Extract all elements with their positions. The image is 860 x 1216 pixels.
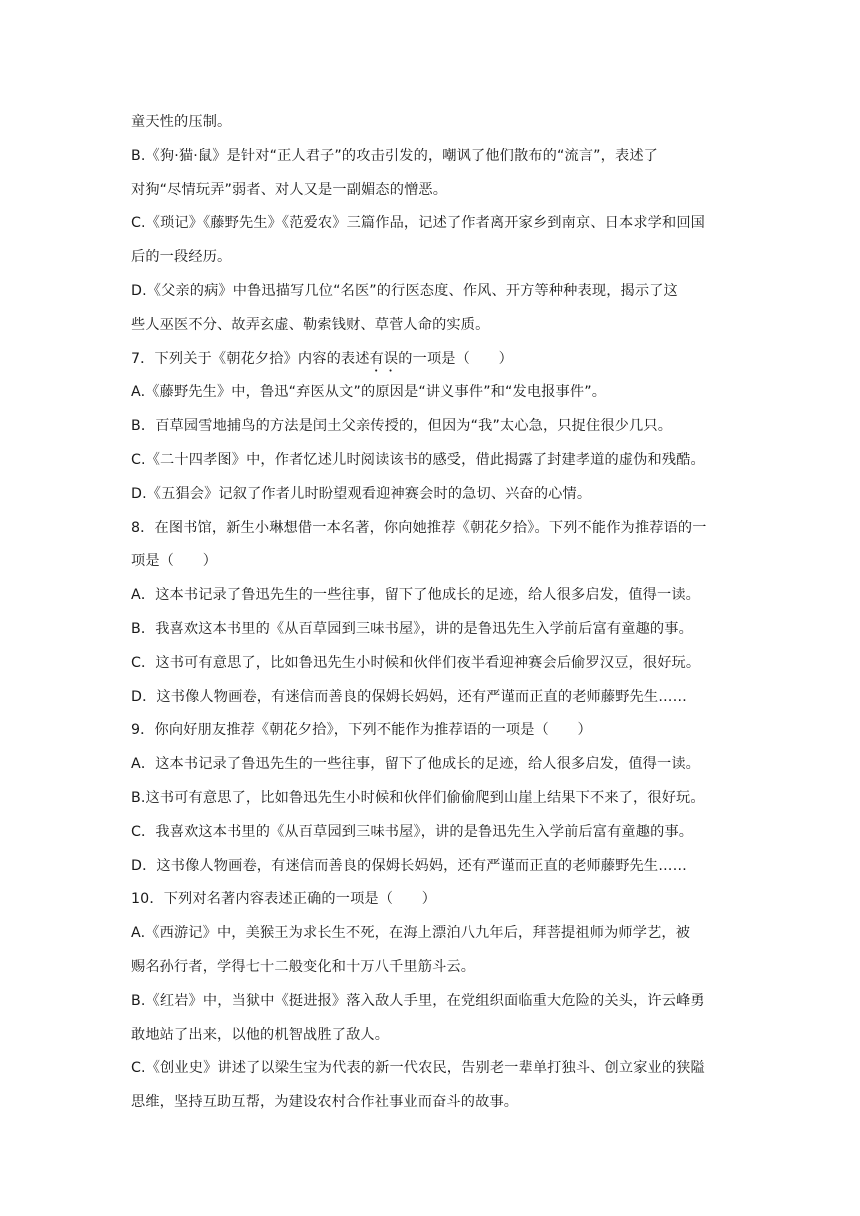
text-line: C.《琐记》《藤野先生》《范爱农》三篇作品，记述了作者离开家乡到南京、日本求学和回国 (131, 215, 706, 232)
question-8-stem-cont: 项是（ ） (131, 553, 218, 570)
document-body (131, 106, 731, 1120)
question-8-option-a: A．这本书记录了鲁迅先生的一些往事，留下了他成长的足迹，给人很多启发，值得一读。 (131, 587, 701, 604)
question-7-option-c: C.《二十四孝图》中，作者忆述儿时阅读该书的感受，借此揭露了封建孝道的虚伪和残酷。 (131, 451, 705, 468)
question-7-option-a: A.《藤野先生》中，鲁迅“弃医从文”的原因是“讲义事件”和“发电报事件”。 (131, 384, 607, 401)
question-8-stem: 8．在图书馆，新生小琳想借一本名著，你向她推荐《朝花夕拾》。下列不能作为推荐语的一 (131, 519, 707, 536)
question-7-stem: 7．下列关于《朝花夕拾》内容的表述有误的一项是（ ） (131, 350, 513, 367)
question-10-option-b: B.《红岩》中，当狱中《挺进报》落入敌人手里，在党组织面临重大危险的关头，许云峰勇 (131, 992, 705, 1009)
question-8-option-b: B．我喜欢这本书里的《从百草园到三味书屋》，讲的是鲁迅先生入学前后富有童趣的事。 (131, 620, 693, 637)
question-10-option-c-cont: 思维，坚持互助互帮，为建设农村合作社事业而奋斗的故事。 (131, 1094, 519, 1111)
text-line: B.《狗·猫·鼠》是针对“正人君子”的攻击引发的，嘲讽了他们散布的“流言”，表述了 (131, 147, 659, 164)
question-9-option-d: D．这书像人物画卷，有迷信而善良的保姆长妈妈，还有严谨而正直的老师藤野先生…… (131, 857, 687, 874)
question-7-option-b: B．百草园雪地捕鸟的方法是闰土父亲传授的，但因为“我”太心急，只捉住很少几只。 (131, 418, 673, 435)
question-10-option-b-cont: 敢地站了出来，以他的机智战胜了敌人。 (131, 1026, 390, 1043)
text-line: 些人巫医不分、故弄玄虚、勒索钱财、草菅人命的实质。 (131, 316, 490, 333)
question-8-option-c: C．这书可有意思了，比如鲁迅先生小时候和伙伴们夜半看迎神赛会后偷罗汉豆，很好玩。 (131, 654, 701, 671)
question-9-option-b: B.这书可有意思了，比如鲁迅先生小时候和伙伴们偷偷爬到山崖上结果下不来了，很好玩。 (131, 789, 705, 806)
question-9-stem: 9．你向好朋友推荐《朝花夕拾》，下列不能作为推荐语的一项是（ ） (131, 722, 592, 739)
text-line: D.《父亲的病》中鲁迅描写几位“名医”的行医态度、作风、开方等种种表现，揭示了这 (131, 282, 678, 299)
question-7-option-d: D.《五猖会》记叙了作者儿时盼望观看迎神赛会时的急切、兴奋的心情。 (131, 485, 592, 502)
question-9-option-a: A．这本书记录了鲁迅先生的一些往事，留下了他成长的足迹，给人很多启发，值得一读。 (131, 756, 701, 773)
question-10-option-a: A.《西游记》中，美猴王为求长生不死，在海上漂泊八九年后，拜菩提祖师为师学艺，被 (131, 925, 691, 942)
question-10-option-a-cont: 赐名孙行者，学得七十二般变化和十万八千里筋斗云。 (131, 958, 476, 975)
text-line: 对狗“尽情玩弄”弱者、对人又是一副媚态的憎恶。 (131, 181, 448, 198)
emphasized-text: 有误 (369, 350, 399, 367)
text-line: 后的一段经历。 (131, 249, 232, 266)
text-line: 童天性的压制。 (131, 114, 232, 130)
question-10-stem: 10．下列对名著内容表述正确的一项是（ ） (131, 891, 437, 908)
question-9-option-c: C．我喜欢这本书里的《从百草园到三味书屋》，讲的是鲁迅先生入学前后富有童趣的事。 (131, 823, 694, 840)
question-8-option-d: D．这书像人物画卷，有迷信而善良的保姆长妈妈，还有严谨而正直的老师藤野先生…… (131, 688, 687, 705)
question-10-option-c: C.《创业史》讲述了以梁生宝为代表的新一代农民，告别老一辈单打独斗、创立家业的狭隘 (131, 1060, 705, 1077)
